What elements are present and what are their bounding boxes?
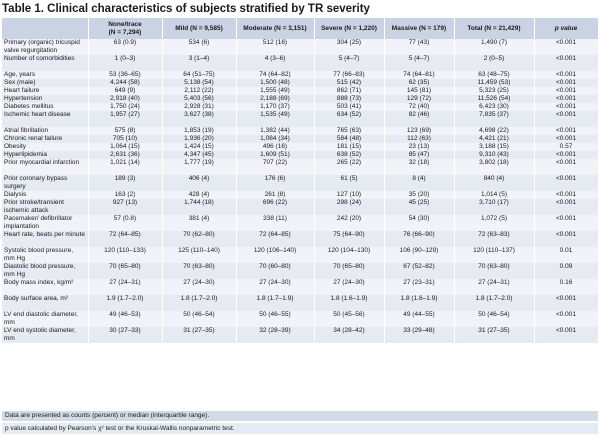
table-cell: 72 (63–83) [454,231,534,247]
row-label: LV end diastolic diameter, mm [2,311,88,327]
table-cell: 584 (48) [314,135,384,143]
table-cell: 163 (2) [88,191,162,199]
row-label: Body mass index, kg/m² [2,279,88,295]
table-cell: 45 (25) [384,199,454,215]
column-header-line1: Severe (N = 1,220) [321,24,377,32]
table-cell: 4,244 (58) [88,79,162,87]
table-cell: 50 (46–55) [236,311,314,327]
table-cell: 63 (0.9) [88,39,162,55]
table-cell: 338 (11) [236,215,314,231]
table-cell: <0.001 [534,159,598,175]
column-header-2 [162,18,236,39]
row-label: Hypertension [2,95,88,103]
table-title: Table 1. Clinical characteristics of subjects stratified by TR severity [2,3,370,15]
table-cell: 57 (0.8) [88,215,162,231]
table-cell: <0.001 [534,87,598,95]
table-cell: 1,021 (14) [88,159,162,175]
table-cell: 145 (81) [384,87,454,95]
table-cell: 50 (46–54) [162,311,236,327]
row-label: Heart rate, beats per minute [2,231,88,247]
table-cell: 1,609 (51) [236,151,314,159]
table-cell: 2,188 (69) [236,95,314,103]
table-row [2,327,598,343]
table-cell: <0.001 [534,55,598,71]
table-cell: 176 (6) [236,175,314,191]
table-cell: 515 (42) [314,79,384,87]
table-cell: 77 (66–83) [314,71,384,79]
header-row [2,18,598,39]
table-cell: 85 (47) [384,151,454,159]
column-header-line1: Moderate (N = 3,151) [243,24,307,32]
column-header-5 [384,18,454,39]
table-cell: 2,918 (40) [88,95,162,103]
table-cell: 72 (40) [384,103,454,111]
row-label: Atrial fibrillation [2,127,88,135]
table-cell: 27 (23–31) [384,279,454,295]
table-cell: 4,698 (22) [454,127,534,135]
table-row [2,143,598,151]
table-cell: 2,631 (36) [88,151,162,159]
table-cell: 27 (24–30) [314,279,384,295]
table-cell: 1,777 (19) [162,159,236,175]
table-cell: 11,526 (54) [454,95,534,103]
characteristics-table [2,18,599,343]
table-cell: 1,853 (19) [162,127,236,135]
table-cell: 27 (24–31) [454,279,534,295]
row-label: Heart failure [2,87,88,95]
table-row [2,175,598,191]
row-label: Prior coronary bypass surgery [2,175,88,191]
table-cell: <0.001 [534,135,598,143]
table-cell: 27 (24–30) [162,279,236,295]
table-cell: 32 (28–39) [236,327,314,343]
table-cell: <0.001 [534,79,598,87]
row-label: Obesity [2,143,88,151]
row-label: Primary (organic) tricuspid valve regurgitation [2,39,88,55]
table-row [2,191,598,199]
table-cell: 927 (13) [88,199,162,215]
table-cell: 1,555 (49) [236,87,314,95]
table-cell: 1,490 (7) [454,39,534,55]
table-cell: 70 (63–80) [454,263,534,279]
column-header-1 [88,18,162,39]
table-cell: 74 (64–81) [384,71,454,79]
table-cell: <0.001 [534,151,598,159]
table-cell: 23 (13) [384,143,454,151]
column-header-line1: p value [554,24,578,32]
table-cell: <0.001 [534,295,598,311]
table-cell: <0.001 [534,311,598,327]
table-cell: 76 (66–90) [384,231,454,247]
table-cell: 1,072 (5) [454,215,534,231]
table-cell: 125 (110–140) [162,247,236,263]
table-cell: 406 (4) [162,175,236,191]
table-row [2,159,598,175]
table-cell: 33 (29–48) [384,327,454,343]
table-row [2,231,598,247]
table-cell: 70 (65–80) [314,263,384,279]
table-cell: 120 (104–130) [314,247,384,263]
table-cell: 123 (69) [384,127,454,135]
table-cell: 1,936 (20) [162,135,236,143]
table-cell: <0.001 [534,111,598,127]
table-row [2,247,598,263]
table-cell: 61 (5) [314,175,384,191]
table-cell: 1,535 (49) [236,111,314,127]
table-cell: 888 (73) [314,95,384,103]
table-cell: <0.001 [534,215,598,231]
table-cell: 72 (64–85) [236,231,314,247]
table-cell: 1.8 (1.6–1.9) [384,295,454,311]
table-cell: 30 (27–33) [88,327,162,343]
table-cell: 381 (4) [162,215,236,231]
table-cell: 634 (52) [314,111,384,127]
footnote-p-value: p value calculated by Pearson’s χ² test or the Kruskal-Wallis nonparametric test. [2,423,598,434]
table-cell: 1,744 (18) [162,199,236,215]
table-cell: 2,112 (22) [162,87,236,95]
table-cell: 3,710 (17) [454,199,534,215]
table-cell: 70 (65–80) [88,263,162,279]
table-cell: 120 (110–133) [88,247,162,263]
table-cell: 1.9 (1.7–2.0) [88,295,162,311]
table-cell: 35 (20) [384,191,454,199]
table-cell: 120 (106–140) [236,247,314,263]
table-cell: 2 (0–5) [454,55,534,71]
table-cell: 82 (46) [384,111,454,127]
table-cell: 181 (15) [314,143,384,151]
table-cell: 32 (18) [384,159,454,175]
table-cell: 27 (24–30) [236,279,314,295]
column-header-0 [2,18,88,39]
row-label: Body surface area, m² [2,295,88,311]
table-cell: 5 (4–7) [314,55,384,71]
column-header-line1: None/trace [108,20,142,28]
table-cell: 1,084 (34) [236,135,314,143]
table-cell: 261 (8) [236,191,314,199]
table-cell: 31 (27–35) [162,327,236,343]
footnote-data-format: Data are presented as counts (percent) or median (interquartile range). [2,411,598,421]
table-cell: 840 (4) [454,175,534,191]
table-cell: 77 (43) [384,39,454,55]
table-row [2,127,598,135]
table-cell: 3,188 (15) [454,143,534,151]
table-cell: 1,014 (5) [454,191,534,199]
table-cell: <0.001 [534,327,598,343]
table-row [2,103,598,111]
table-cell: <0.001 [534,175,598,191]
table-cell: 298 (24) [314,199,384,215]
row-label: Systolic blood pressure, mm Hg [2,247,88,263]
table-cell: 705 (10) [88,135,162,143]
table-cell: <0.001 [534,103,598,111]
table-cell: <0.001 [534,191,598,199]
table-cell: 53 (36–65) [88,71,162,79]
table-cell: 265 (22) [314,159,384,175]
table-cell: 49 (44–55) [384,311,454,327]
row-label: Prior stroke/transient ischemic attack [2,199,88,215]
table-header [2,18,598,39]
table-cell: 0.01 [534,247,598,263]
table-cell: <0.001 [534,199,598,215]
table-cell: 2,928 (31) [162,103,236,111]
table-cell: 34 (28–42) [314,327,384,343]
table-cell: 575 (8) [88,127,162,135]
table-cell: 765 (63) [314,127,384,135]
table-cell: 1.8 (1.7–1.9) [236,295,314,311]
table-cell: 512 (16) [236,39,314,55]
table-row [2,199,598,215]
table-cell: 54 (30) [384,215,454,231]
table-cell: 1,382 (44) [236,127,314,135]
table-cell: 120 (110–137) [454,247,534,263]
table-cell: 496 (16) [236,143,314,151]
table-cell: 70 (63–80) [162,263,236,279]
table-cell: 707 (22) [236,159,314,175]
table-cell: 63 (48–75) [454,71,534,79]
table-cell: 1,424 (15) [162,143,236,151]
row-label: Chronic renal failure [2,135,88,143]
row-label: Dialysis [2,191,88,199]
table-cell: 5,403 (56) [162,95,236,103]
table-cell: 1,750 (24) [88,103,162,111]
table-row [2,263,598,279]
table-cell: 50 (45–56) [314,311,384,327]
table-cell: 1,500 (48) [236,79,314,87]
table-cell: 0.57 [534,143,598,151]
row-label: Age, years [2,71,88,79]
table-cell: 503 (41) [314,103,384,111]
table-row [2,71,598,79]
column-header-line1: Total (N = 21,429) [467,24,521,32]
table-cell: 5,138 (54) [162,79,236,87]
table-cell: 0.16 [534,279,598,295]
table-row [2,295,598,311]
table-cell: 31 (27–35) [454,327,534,343]
table-cell: 3,802 (18) [454,159,534,175]
table-row [2,87,598,95]
table-cell: 304 (25) [314,39,384,55]
table-row [2,279,598,295]
table-cell: 11,459 (53) [454,79,534,87]
table-cell: 862 (71) [314,87,384,95]
table-cell: 5,323 (25) [454,87,534,95]
table-row [2,135,598,143]
table-cell: 74 (64–82) [236,71,314,79]
table-cell: <0.001 [534,127,598,135]
table-cell: <0.001 [534,39,598,55]
table-cell: 127 (10) [314,191,384,199]
column-header-3 [236,18,314,39]
column-header-line2: (N = 7,294) [108,28,142,36]
table-cell: <0.001 [534,95,598,103]
table-cell: 6,423 (30) [454,103,534,111]
table-row [2,95,598,103]
table-row [2,111,598,127]
table-cell: 4,347 (45) [162,151,236,159]
table-cell: 129 (72) [384,95,454,103]
table-cell: 428 (4) [162,191,236,199]
table-cell: 3,627 (38) [162,111,236,127]
row-label: Ischemic heart disease [2,111,88,127]
table-body [2,39,598,343]
table-row [2,311,598,327]
table-cell: 649 (9) [88,87,162,95]
table-cell: <0.001 [534,231,598,247]
table-cell: 75 (64–90) [314,231,384,247]
table-row [2,215,598,231]
row-label: LV end systolic diameter, mm [2,327,88,343]
table-cell: 62 (35) [384,79,454,87]
table-cell: 638 (52) [314,151,384,159]
table-cell: 27 (24–31) [88,279,162,295]
table-cell: 1,957 (27) [88,111,162,127]
row-label: Diabetes mellitus [2,103,88,111]
table-cell: 1,064 (15) [88,143,162,151]
table-row [2,79,598,87]
table-cell: 5 (4–7) [384,55,454,71]
table-cell: 9,310 (43) [454,151,534,159]
table-cell: 1.8 (1.6–1.9) [314,295,384,311]
table-cell: 70 (60–80) [236,263,314,279]
table-cell: 8 (4) [384,175,454,191]
table-cell: 67 (52–82) [384,263,454,279]
row-label: Number of comorbidities [2,55,88,71]
table-row [2,151,598,159]
table-cell: 49 (46–53) [88,311,162,327]
table-cell: <0.001 [534,71,598,79]
table-cell: 7,835 (37) [454,111,534,127]
table-row [2,55,598,71]
table-cell: 189 (3) [88,175,162,191]
column-header-line1: Mild (N = 9,585) [175,24,223,32]
table-cell: 534 (6) [162,39,236,55]
table-cell: 112 (63) [384,135,454,143]
table-cell: 1,170 (37) [236,103,314,111]
table-cell: 0.09 [534,263,598,279]
column-header-4 [314,18,384,39]
row-label: Prior myocardial infarction [2,159,88,175]
row-label: Pacemaker/ defibrillator implantation [2,215,88,231]
table-cell: 242 (20) [314,215,384,231]
column-header-line1: Massive (N = 179) [391,24,447,32]
table-cell: 4 (3–6) [236,55,314,71]
table-cell: 4,421 (21) [454,135,534,143]
row-label: Diastolic blood pressure, mm Hg [2,263,88,279]
table-cell: 106 (90–129) [384,247,454,263]
row-label: Hyperlipidemia [2,151,88,159]
table-cell: 64 (51–75) [162,71,236,79]
row-label: Sex (male) [2,79,88,87]
table-cell: 50 (46–54) [454,311,534,327]
column-header-7 [534,18,598,39]
table-cell: 72 (64–85) [88,231,162,247]
table-cell: 696 (22) [236,199,314,215]
table-cell: 1.8 (1.7–2.0) [162,295,236,311]
table-row [2,39,598,55]
column-header-6 [454,18,534,39]
table-cell: 70 (62–80) [162,231,236,247]
table-cell: 1 (0–3) [88,55,162,71]
table-cell: 3 (1–4) [162,55,236,71]
table-cell: 1.8 (1.7–2.0) [454,295,534,311]
